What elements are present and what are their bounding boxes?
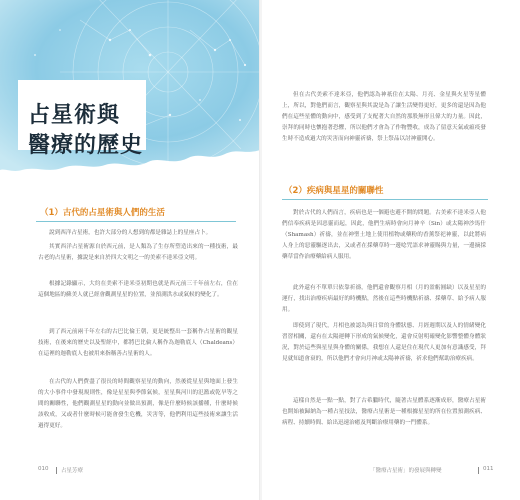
right-page	[262, 0, 520, 500]
left-paragraph-1: 說到西洋占星術，也許大部分的人想到的都是雜誌上的星座占卜。	[49, 230, 212, 236]
right-folio-separator	[478, 467, 479, 474]
section-2-heading: （2）疾病與星星的關聯性	[284, 186, 384, 196]
right-paragraph-4: 這樣自然是一點一點，對了古希臘時代，隨著古星體系逐漸成形，醫療占星術也開始被歸納為一種占星技法，醫療占星術是一種根據星星的所在位置預測疾病、病程、持續時間、給出迅速治癒及判斷治療用藥的一門體系。	[282, 398, 486, 426]
left-paragraph-4: 到了西元前兩千年左右的古巴比倫王朝，更是統整出一套稱作占星術的觀星技術，在後來的歷史以及聖經中，都將巴比倫人稱作為迦勒底人（Chaldeans）在這裡的迦勒底人也被用來指稱善占星術的人。	[38, 329, 238, 357]
section-1-rule	[36, 221, 236, 222]
left-paragraph-3: 根據記錄顯示，大約在美索不達米亞初期也就是西元前三千年前左右，住在這個地區的蘇美人就已經會觀測星星的位置，並預測洪水或氣候的變化了。	[38, 281, 238, 298]
left-paragraph-2: 其實西洋占星術源自於西元前，是人類為了生存所塑造出來的一種技術，最古老的占星術，據說是來自於四大文明之一的美索不達米亞文明。	[38, 244, 238, 261]
left-folio-title: 占星芳療	[61, 468, 84, 474]
chapter-title-line-2: 醫療的歷史	[28, 132, 144, 158]
left-paragraph-5: 在古代的人們費盡了很長的時間觀察星星的動向，然後從星星與地面上發生的大小事件中發現規則性，像是星星與季節氣候，星星與河川的氾濫或乾旱等之間的關聯性，他們觀測星星的動向並做出預測，像是什麼時候該播種，什麼時候該收成，又或者什麼時候可能會發生危機，災害等，他們利用這些技術來讓生活過得更好。	[38, 379, 238, 429]
chapter-title-line-1: 占星術與	[28, 102, 121, 128]
right-paragraph-2: 此外還有不單單只依靠祈禱，他們還會觀察月相（月的盈虧圓缺）以及星星的運行，找出治療疾病最好的時機點，然後在這些時機點祈禱、採藥草、給予病人服用。	[282, 285, 486, 313]
section-2-rule	[282, 199, 488, 200]
right-folio-title: 「醫療占星術」的發展與轉變	[370, 468, 442, 474]
right-folio-number: 011	[483, 466, 494, 472]
right-paragraph-1: 對於古代的人們而言，疾病也是一個避也避不開的問題。古美索不達米亞人他們信奉疾病是因惡靈而起，因此，他們生病時會向月神辛（Sin）或太陽神沙馬什（Shamash）祈禱，並在神聖土地上使用植物或藥粉的香薰祭祀神靈，以此將病人身上的惡靈驅逐出去，又或者在採藥草時一邊唸咒語求神靈賜與力量，一邊摘採藥草當作治療藥給病人服用。	[282, 210, 486, 260]
left-folio-number: 010	[38, 466, 49, 472]
left-folio-separator	[56, 467, 57, 474]
section-1-heading: （1）古代的占星術與人們的生活	[40, 208, 165, 218]
right-paragraph-3: 即使到了現代，月相也被認為與日常的身體狀態、月經週期以及人的情緒變化習習相關，還有在太陽運轉下形成的氣候變化，還會反射明確變化影響整體身體狀況，對於這些與星星與身體的關係，我想在人還是住在現代人更加有意識感受，拜見就知道會衰的，所以他們才會向月神或太陽神祈禱，祈求他們幫助治療疾病。	[282, 323, 486, 362]
right-intro-paragraph: 但在古代美索不達米亞，他們認為神祇住在太陽、月亮、金星與火星等星體上，所以，對他們而言，觀察星與其說是為了讓生活變得更好，更多的還是因為他們在這些星體的動向中，感受到了支配著大自然的那股無形且偉大的力量。因此，崇拜的同時也懷抱著恐懼，所以他們才會為了作物豐收，成為了留意天氣或瘟疫發生時不造成過大的災害而向神靈祈禱，祭上祭品以討神靈開心。	[282, 92, 486, 142]
